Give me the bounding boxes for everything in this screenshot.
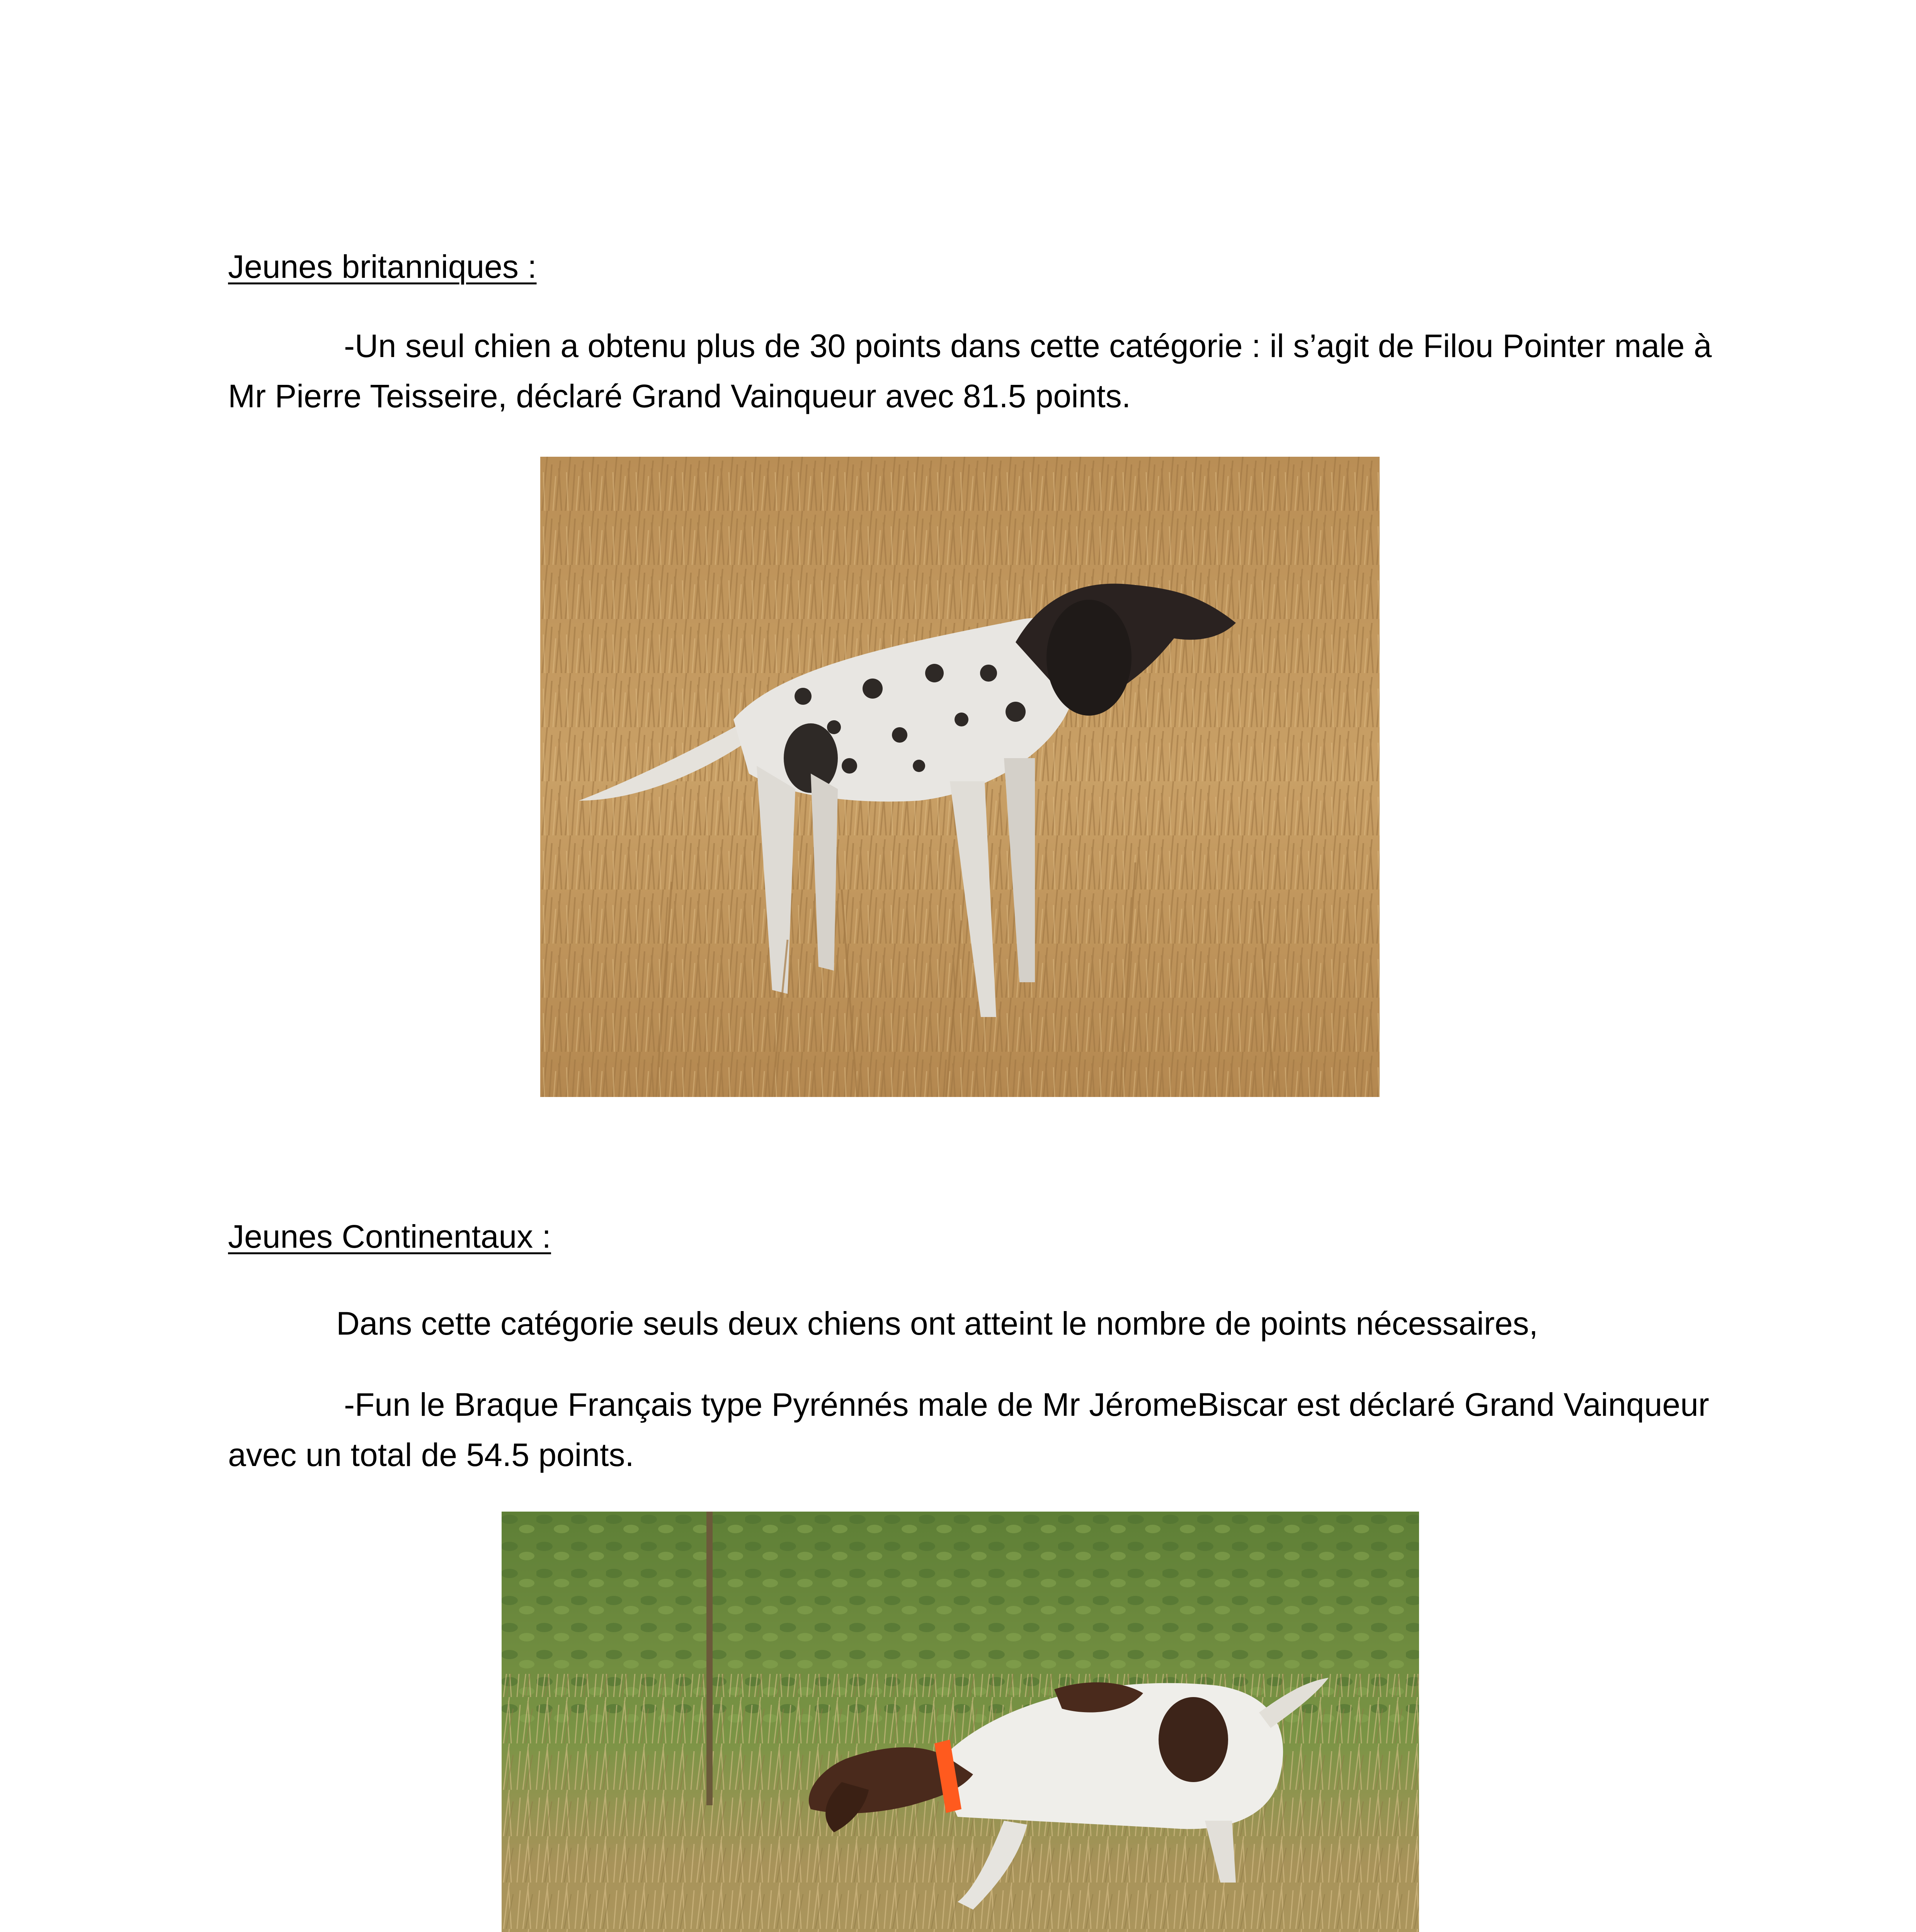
- pointer-dog-illustration: [540, 457, 1380, 1097]
- section-heading-britanniques: Jeunes britanniques :: [228, 248, 537, 285]
- paragraph-continentaux-winner: -Fun le Braque Français type Pyrénnés male de Mr JéromeBiscar est déclaré Grand Vainqueur avec un total de 54.5 points.: [228, 1386, 1709, 1473]
- section-heading-continentaux: Jeunes Continentaux :: [228, 1218, 551, 1255]
- photo-braque-dog: [502, 1512, 1419, 1932]
- photo-pointer-dog: [540, 457, 1380, 1097]
- paragraph-continentaux-intro: Dans cette catégorie seuls deux chiens ont atteint le nombre de points nécessaires,: [336, 1305, 1538, 1342]
- paragraph-britanniques-winner: -Un seul chien a obtenu plus de 30 points dans cette catégorie : il s’agit de Filou Pointer male à Mr Pierre Teisseire, déclaré Grand Vainqueur avec 81.5 points.: [228, 328, 1712, 414]
- braque-dog-illustration: [502, 1512, 1419, 1932]
